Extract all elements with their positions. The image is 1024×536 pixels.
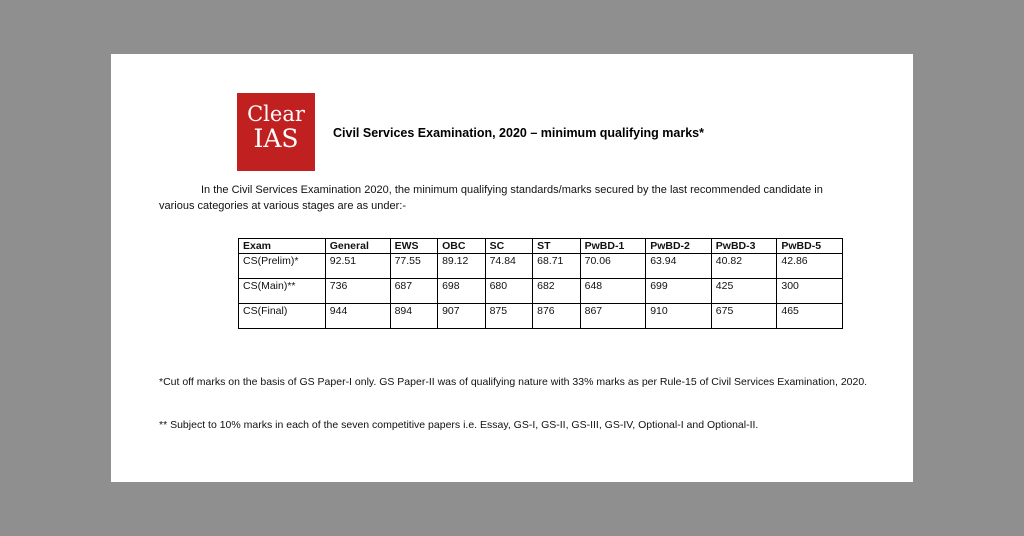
table-row-main <box>239 279 843 304</box>
table-cell: 92.51 <box>325 254 390 279</box>
table-cell: CS(Main)** <box>239 279 326 304</box>
table-cell: 74.84 <box>485 254 533 279</box>
table-cell: 894 <box>390 304 438 329</box>
table-cell: 944 <box>325 304 390 329</box>
table-cell: 63.94 <box>646 254 712 279</box>
table-cell: CS(Prelim)* <box>239 254 326 279</box>
table-cell: 465 <box>777 304 843 329</box>
table-cell: CS(Final) <box>239 304 326 329</box>
table-cell: 300 <box>777 279 843 304</box>
table-cell: 70.06 <box>580 254 646 279</box>
logo-line-1: Clear <box>247 102 305 126</box>
table-cell: 425 <box>711 279 777 304</box>
cutoff-marks-table <box>238 238 843 329</box>
table-row-final <box>239 304 843 329</box>
intro-paragraph: In the Civil Services Examination 2020, the minimum qualifying standards/marks secured by the last recommended candidate in various categories at various stages are as under:- <box>159 184 823 212</box>
header-cell-st: ST <box>533 239 581 254</box>
header-cell-obc: OBC <box>438 239 486 254</box>
table-cell: 736 <box>325 279 390 304</box>
table-cell: 907 <box>438 304 486 329</box>
document-page <box>111 54 913 482</box>
table-cell: 89.12 <box>438 254 486 279</box>
table-cell: 682 <box>533 279 581 304</box>
header-cell-general: General <box>325 239 390 254</box>
logo-line-2: IAS <box>253 124 299 153</box>
table-cell: 680 <box>485 279 533 304</box>
table-header-row <box>239 239 843 254</box>
header-cell-pwbd-5: PwBD-5 <box>777 239 843 254</box>
table-cell: 648 <box>580 279 646 304</box>
table-cell: 875 <box>485 304 533 329</box>
clear-ias-logo <box>237 93 315 171</box>
header-cell-pwbd-1: PwBD-1 <box>580 239 646 254</box>
table-cell: 77.55 <box>390 254 438 279</box>
table-cell: 68.71 <box>533 254 581 279</box>
table-row-prelim <box>239 254 843 279</box>
header-cell-pwbd-3: PwBD-3 <box>711 239 777 254</box>
table-cell: 675 <box>711 304 777 329</box>
footnote-main: ** Subject to 10% marks in each of the seven competitive papers i.e. Essay, GS-I, GS-II, GS-III, GS-IV, Optional-I and Optional-II. <box>159 419 759 431</box>
table-cell: 42.86 <box>777 254 843 279</box>
table-cell: 699 <box>646 279 712 304</box>
table-cell: 876 <box>533 304 581 329</box>
header-cell-exam: Exam <box>239 239 326 254</box>
document-title: Civil Services Examination, 2020 – minimum qualifying marks* <box>333 126 704 140</box>
table-cell: 687 <box>390 279 438 304</box>
table-cell: 40.82 <box>711 254 777 279</box>
table-cell: 910 <box>646 304 712 329</box>
header-cell-ews: EWS <box>390 239 438 254</box>
header-cell-sc: SC <box>485 239 533 254</box>
table-cell: 698 <box>438 279 486 304</box>
footnote-prelim: *Cut off marks on the basis of GS Paper-I only. GS Paper-II was of qualifying nature with 33% marks as per Rule-15 of Civil Services Examination, 2020. <box>159 376 868 388</box>
table-cell: 867 <box>580 304 646 329</box>
header-cell-pwbd-2: PwBD-2 <box>646 239 712 254</box>
